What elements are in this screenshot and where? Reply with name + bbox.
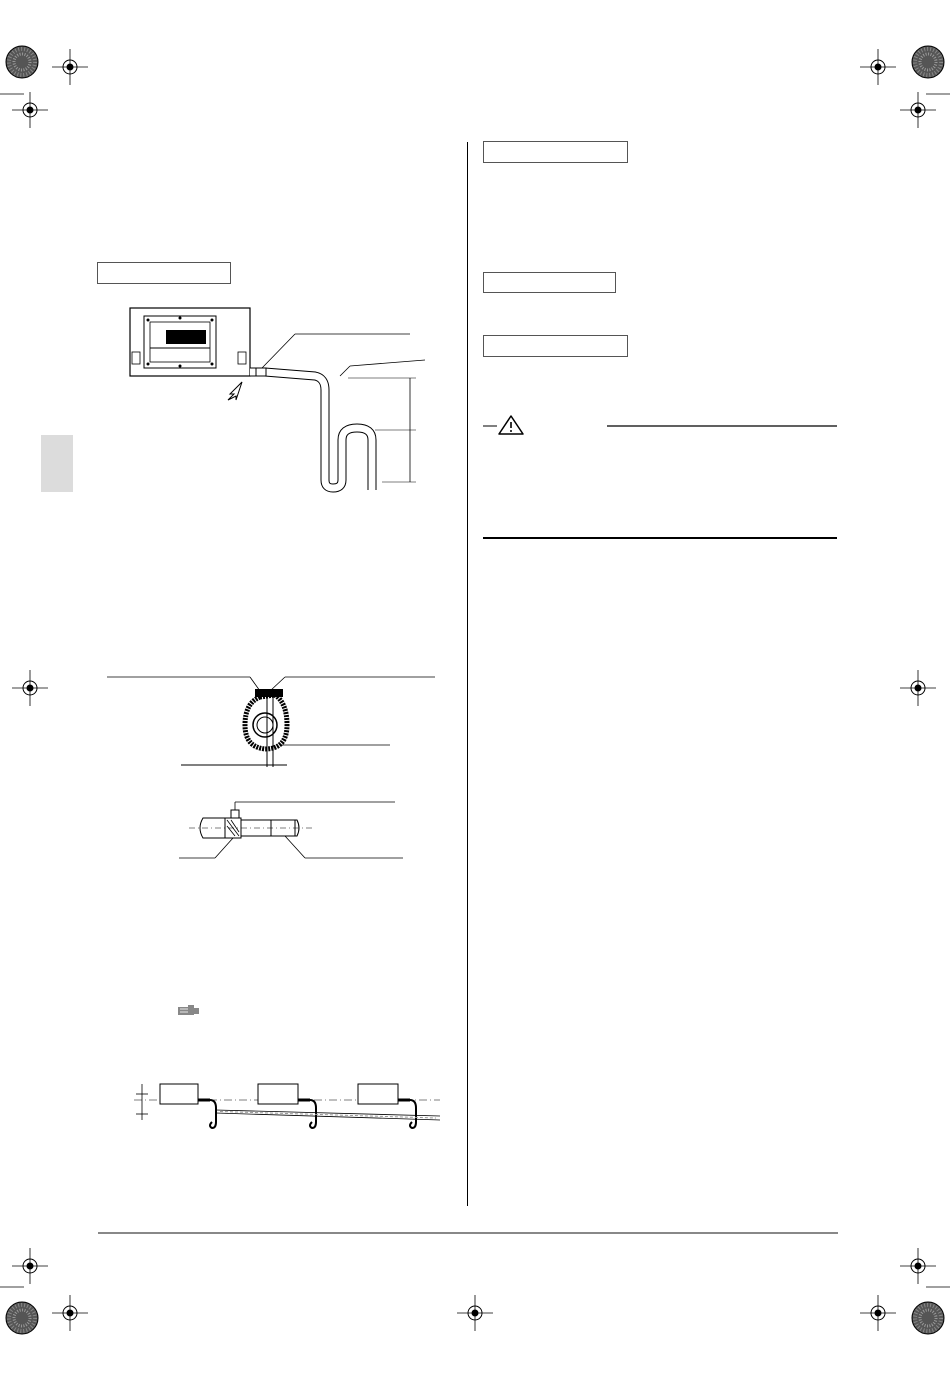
section-heading-box <box>483 335 628 357</box>
caution-header <box>483 414 843 438</box>
section-heading-box <box>97 262 231 284</box>
pointing-hand-icon <box>178 1005 200 1017</box>
footer-rule <box>98 1232 838 1234</box>
section-heading-box <box>483 141 628 163</box>
caution-end-rule <box>483 537 837 539</box>
drain-hose-diagram <box>120 300 450 500</box>
chapter-side-tab <box>41 435 73 492</box>
hose-connection-diagram <box>175 798 415 868</box>
section-heading-box <box>483 272 616 293</box>
insulation-cross-section-diagram <box>105 665 445 775</box>
multi-unit-drain-diagram <box>130 1080 450 1140</box>
column-divider <box>467 142 468 1206</box>
